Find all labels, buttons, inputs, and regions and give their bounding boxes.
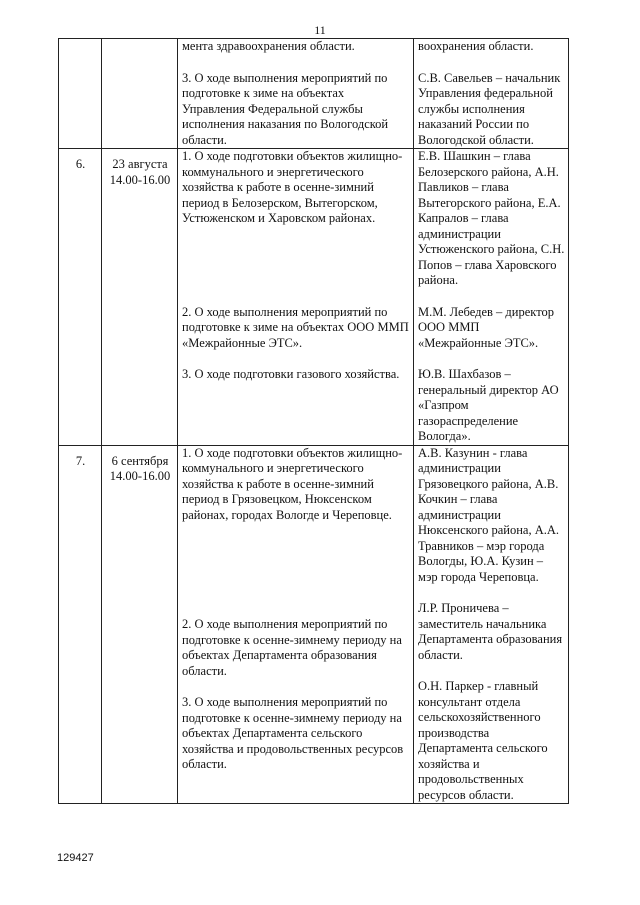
agenda-item: 3. О ходе выполнения мероприятий по подготовке к зиме на объектах Управления Федеральной службы исполнения наказания по Вологодской области.: [182, 70, 389, 147]
agenda-cell: [178, 445, 414, 804]
speaker-entry: А.В. Казунин - глава администрации Грязовецкого района, А.В. Кочкин – глава администрации Нюксенского района, А.А. Травников – мэр города Вологды, Ю.А. Кузин – мэр города Череповца.: [418, 445, 560, 584]
date-cell: [102, 149, 178, 446]
agenda-item: 2. О ходе выполнения мероприятий по подготовке к осенне-зимнему периоду на объектах Департамента образования области.: [182, 617, 402, 678]
speaker-entry: М.М. Лебедев – директор ООО ММП «Межрайонные ЭТС».: [418, 304, 554, 350]
document-code: 129427: [57, 852, 94, 864]
speakers-cell: [414, 39, 569, 149]
date-text: 23 августа: [112, 157, 168, 171]
time-text: 14.00-16.00: [109, 469, 171, 483]
row-number-cell: 7.: [59, 445, 102, 804]
agenda-cell: [178, 149, 414, 446]
agenda-item: 2. О ходе выполнения мероприятий по подготовке к зиме на объектах ООО ММП «Межрайонные ЭТС».: [182, 304, 409, 350]
table-row: [59, 149, 569, 446]
date-cell: [102, 39, 178, 149]
agenda-item: 3. О ходе выполнения мероприятий по подготовке к осенне-зимнему периоду на объектах Департамента сельского хозяйства и продовольственных ресурсов области.: [182, 695, 404, 771]
agenda-item: мента здравоохранения области.: [182, 39, 355, 53]
row-number-cell: 6.: [59, 149, 102, 446]
agenda-item: 1. О ходе подготовки объектов жилищно-коммунального и энергетического хозяйства к работе в осенне-зимний период в Грязовецком, Нюксенском районах, городах Вологде и Череповце.: [182, 445, 403, 522]
speaker-entry: Е.В. Шашкин – глава Белозерского района, А.Н. Павликов – глава Вытегорского района, Е.А. Капралов – глава администрации Устюженского района, С.Н. Попов – глава Харовского района.: [418, 149, 565, 287]
agenda-item: 1. О ходе подготовки объектов жилищно-коммунального и энергетического хозяйства к работе в осенне-зимний период в Белозерском, Вытегорском, Устюженском и Харовском районах.: [182, 149, 403, 225]
agenda-cell: [178, 39, 414, 149]
speakers-cell: [414, 149, 569, 446]
speaker-entry: С.В. Савельев – начальник Управления федеральной службы исполнения наказаний России по Вологодской области.: [418, 70, 561, 147]
time-text: 14.00-16.00: [109, 172, 171, 187]
speaker-entry: воохранения области.: [418, 39, 534, 53]
speaker-entry: О.Н. Паркер - главный консультант отдела сельскохозяйственного производства Департамента сельского хозяйства и продовольственных ресурсов области.: [418, 679, 548, 802]
page-number: 11: [314, 23, 326, 37]
table-row: [59, 445, 569, 804]
date-text: 6 сентября: [111, 453, 169, 468]
row-number-cell: [59, 39, 102, 149]
date-cell: [102, 445, 178, 804]
speakers-cell: [414, 445, 569, 804]
speaker-entry: Ю.В. Шахбазов – генеральный директор АО «Газпром газораспределение Вологда».: [418, 367, 559, 443]
table-row: [59, 39, 569, 149]
schedule-table: [58, 38, 569, 804]
agenda-item: 3. О ходе подготовки газового хозяйства.: [182, 367, 400, 381]
speaker-entry: Л.Р. Проничева – заместитель начальника Департамента образования области.: [418, 601, 563, 662]
